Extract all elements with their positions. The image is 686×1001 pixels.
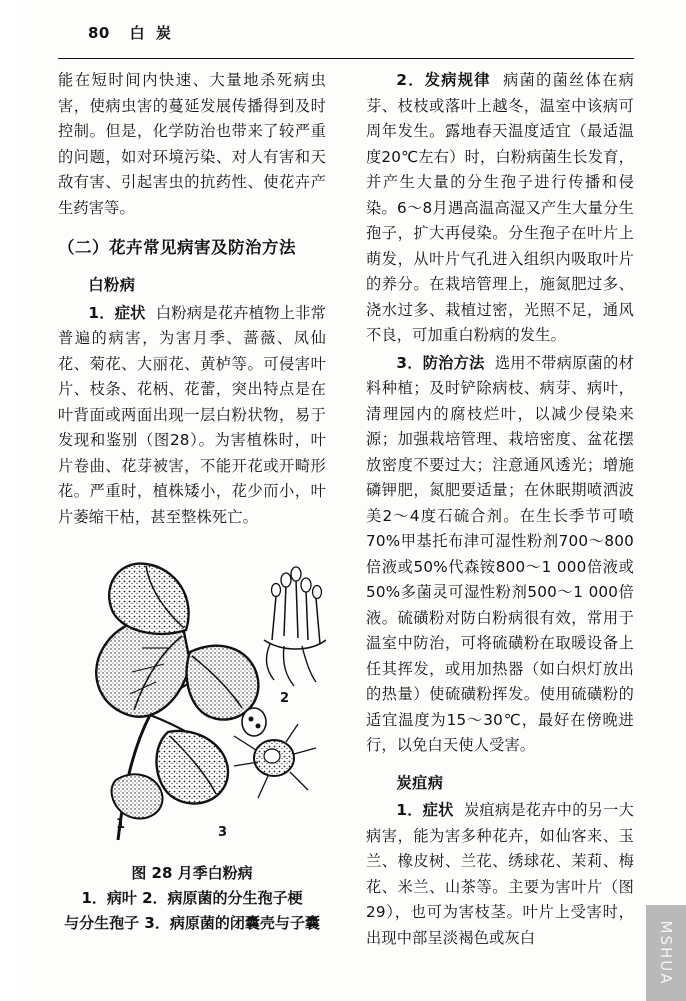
text-symptoms: 白粉病是花卉植物上非常普遍的病害，为害月季、蔷薇、凤仙花、菊花、大丽花、黄栌等。可侵害叶片、枝条、花柄、花蕾，突出特点是在叶背面或两面出现一层白粉状物，易于发现和鉴别（图28）。为害植株时，叶片卷曲、花芽被害，不能开花或开畸形花。严重时，植株矮小，花少而小，叶片萎缩干枯，甚至整株死亡。 xyxy=(58,303,327,526)
subheading-powdery-mildew: 白粉病 xyxy=(88,276,136,294)
header-divider xyxy=(58,58,634,59)
label-control: 3．防治方法 xyxy=(396,353,485,372)
side-watermark-text: MSHUA xyxy=(657,920,675,986)
paragraph-right-epidemiology xyxy=(366,68,634,349)
right-column xyxy=(366,68,634,953)
label-symptoms-anthracnose: 1．症状 xyxy=(396,801,454,819)
section-heading-diseases: （二）花卉常见病害及防治方法 xyxy=(58,238,296,257)
figure-label-1: 1 xyxy=(116,817,126,832)
page-header-inner xyxy=(88,22,174,43)
paragraph-right-symptoms xyxy=(366,798,634,951)
figure-caption-title: 图 28 月季白粉病 xyxy=(131,864,253,882)
text-control: 选用不带病原菌的材料种植；及时铲除病枝、病芽、病叶，清理园内的腐枝烂叶，以减少侵染来源；加强栽培管理、栽培密度、盆花摆放密度不要过大；注意通风透光；增施磷钾肥，氮肥要适量；在休眠期喷洒波美2～4度石硫合剂。在生长季节可喷70%甲基托布津可湿性粉剂700～800倍液或50%代森铵800～1 000倍液或50%多菌灵可湿性粉剂500～1 000倍液。硫磺粉对防白粉病很有效，常用于温室中防治，可将硫磺粉在取暖设备上任其挥发，或用加热器（如白炽灯放出的热量）使硫磺粉挥发。使用硫磺粉的适宜温度为15～30℃，最好在傍晚进行，以免白天使人受害。 xyxy=(366,353,634,754)
side-watermark-tab xyxy=(646,905,686,1001)
figure-caption-line-2: 与分生孢子 3．病原菌的闭囊壳与子囊 xyxy=(64,914,320,932)
figure-label-3: 3 xyxy=(218,825,228,840)
figure-label-2: 2 xyxy=(280,691,290,706)
running-title: 白 炭 xyxy=(129,24,174,42)
subheading-anthracnose: 炭疽病 xyxy=(396,773,444,792)
figure-caption-line-1: 1．病叶 2．病原菌的分生孢子梗 xyxy=(81,889,303,907)
left-column xyxy=(58,68,326,935)
figure-28 xyxy=(58,540,326,935)
page-left-margin xyxy=(0,0,22,1001)
page-header xyxy=(0,22,686,50)
label-epidemiology: 2．发病规律 xyxy=(396,71,491,89)
figure-28-image xyxy=(58,540,326,860)
paragraph-left-1: 能在短时间内快速、大量地杀死病虫害，使病虫害的蔓延发展传播得到及时控制。但是，化学防治也带来了较严重的问题，如对环境污染、对人有害和天敌有害、引起害虫的抗药性、使花卉产生药害等。 xyxy=(58,71,326,217)
paragraph-right-control xyxy=(366,351,634,759)
text-epidemiology: 病菌的菌丝体在病芽、枝枝或落叶上越冬，温室中该病可周年发生。露地春天温度适宜（最适温度20℃左右）时，白粉病菌生长发育，并产生大量的分生孢子进行传播和侵染。6～8月遇高温高湿又产生大量分生孢子，扩大再侵染。分生孢子在叶片上萌发，从叶片气孔进入组织内吸取叶片的养分。在栽培管理上，施氮肥过多、浇水过多、栽植过密，光照不足，通风不良，可加重白粉病的发生。 xyxy=(366,71,634,344)
page-number: 80 xyxy=(88,24,110,42)
paragraph-left-symptoms xyxy=(58,301,326,531)
text-symptoms-anthracnose: 炭疽病是花卉中的另一大病害，能为害多种花卉，如仙客来、玉兰、橡皮树、兰花、绣球花、茉莉、梅花、米兰、山茶等。主要为害叶片（图29），也可为害枝茎。叶片上受害时，出现中部呈淡褐色或灰白 xyxy=(366,801,635,947)
label-symptoms: 1．症状 xyxy=(88,303,146,322)
